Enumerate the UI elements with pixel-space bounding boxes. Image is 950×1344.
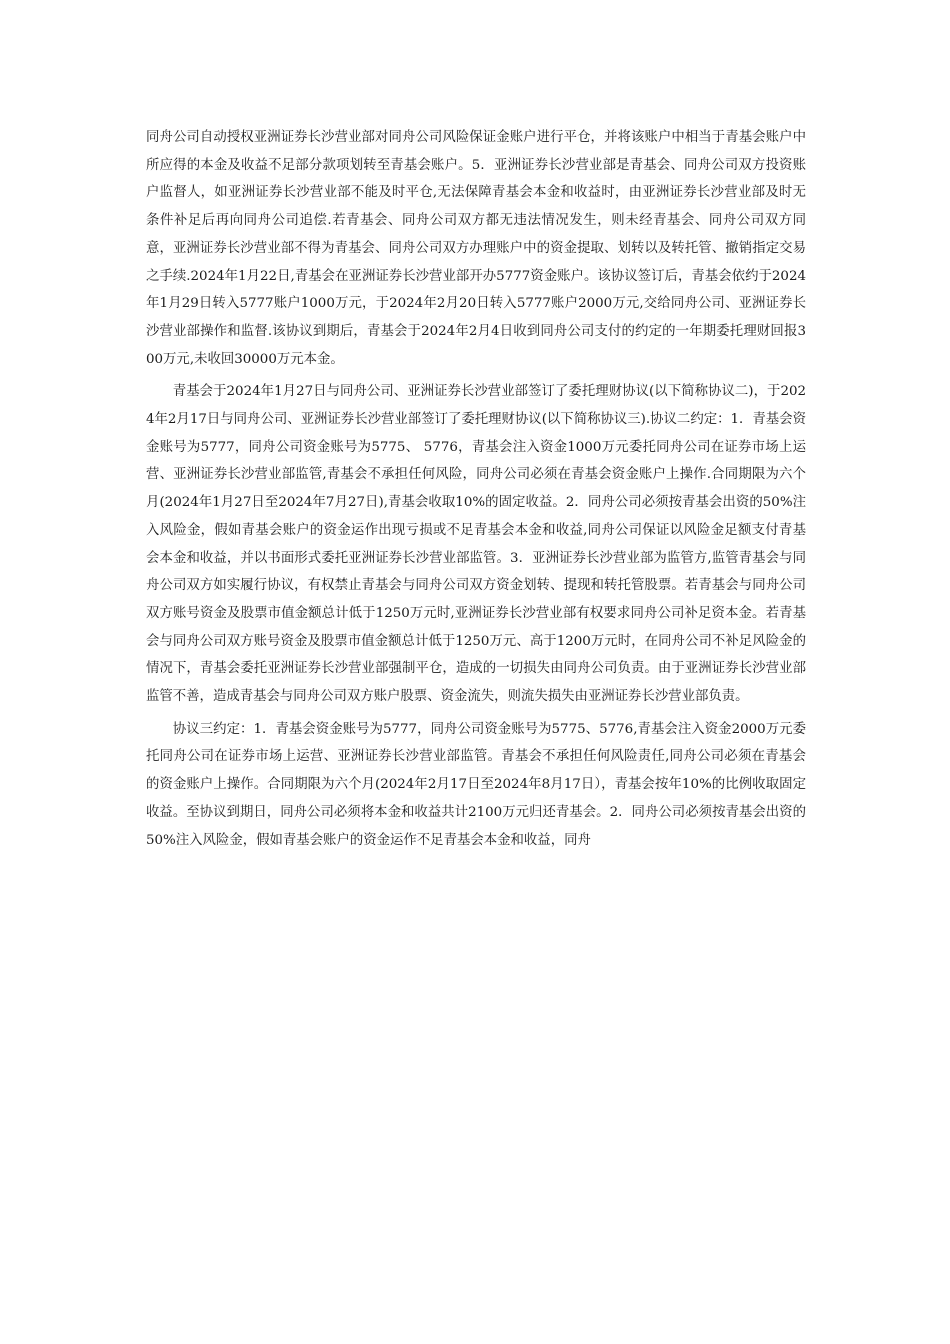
document-body <box>146 124 806 859</box>
paragraph-3: 协议三约定：1．青基会资金账号为5777，同舟公司资金账号为5775、5776,青基会注入资金2000万元委托同舟公司在证券市场上运营、亚洲证券长沙营业部监管。青基会不承担任何风险责任,同舟公司必须在青基会的资金账户上操作。合同期限为六个月(2024年2月17日至2024年8月17日），青基会按年10%的比例收取固定收益。至协议到期日，同舟公司必须将本金和收益共计2100万元归还青基会。2．同舟公司必须按青基会出资的50%注入风险金，假如青基会账户的资金运作不足青基会本金和收益，同舟 <box>146 721 806 848</box>
paragraph-1: 同舟公司自动授权亚洲证券长沙营业部对同舟公司风险保证金账户进行平仓，并将该账户中相当于青基会账户中所应得的本金及收益不足部分款项划转至青基会账户。5．亚洲证券长沙营业部是青基会、同舟公司双方投资账户监督人，如亚洲证券长沙营业部不能及时平仓,无法保障青基会本金和收益时，由亚洲证券长沙营业部及时无条件补足后再向同舟公司追偿.若青基会、同舟公司双方都无违法情况发生，则未经青基会、同舟公司双方同意，亚洲证券长沙营业部不得为青基会、同舟公司双方办理账户中的资金提取、划转以及转托管、撤销指定交易之手续.2024年1月22日,青基会在亚洲证券长沙营业部开办5777资金账户。该协议签订后，青基会依约于2024年1月29日转入5777账户1000万元，于2024年2月20日转入5777账户2000万元,交给同舟公司、亚洲证券长沙营业部操作和监督.该协议到期后，青基会于2024年2月4日收到同舟公司支付的约定的一年期委托理财回报300万元,未收回30000万元本金。 <box>146 130 806 367</box>
paragraph-2: 青基会于2024年1月27日与同舟公司、亚洲证券长沙营业部签订了委托理财协议(以下简称协议二)，于2024年2月17日与同舟公司、亚洲证券长沙营业部签订了委托理财协议(以下简称协议三).协议二约定：1．青基会资金账号为5777，同舟公司资金账号为5775、 5776，青基会注入资金1000万元委托同舟公司在证券市场上运营、亚洲证券长沙营业部监管,青基会不承担任何风险，同舟公司必须在青基会资金账户上操作.合同期限为六个月(2024年1月27日至2024年7月27日),青基会收取10%的固定收益。2．同舟公司必须按青基会出资的50%注入风险金，假如青基会账户的资金运作出现亏损或不足青基会本金和收益,同舟公司保证以风险金足额支付青基会本金和收益，并以书面形式委托亚洲证券长沙营业部监管。3．亚洲证券长沙营业部为监管方,监管青基会与同舟公司双方如实履行协议，有权禁止青基会与同舟公司双方资金划转、提现和转托管股票。若青基会与同舟公司双方账号资金及股票市值金额总计低于1250万元时,亚洲证券长沙营业部有权要求同舟公司补足资本金。若青基会与同舟公司双方账号资金及股票市值金额总计低于1250万元、高于1200万元时，在同舟公司不补足风险金的情况下，青基会委托亚洲证券长沙营业部强制平仓，造成的一切损失由同舟公司负责。由于亚洲证券长沙营业部监管不善，造成青基会与同舟公司双方账户股票、资金流失，则流失损失由亚洲证券长沙营业部负责。 <box>146 384 806 705</box>
